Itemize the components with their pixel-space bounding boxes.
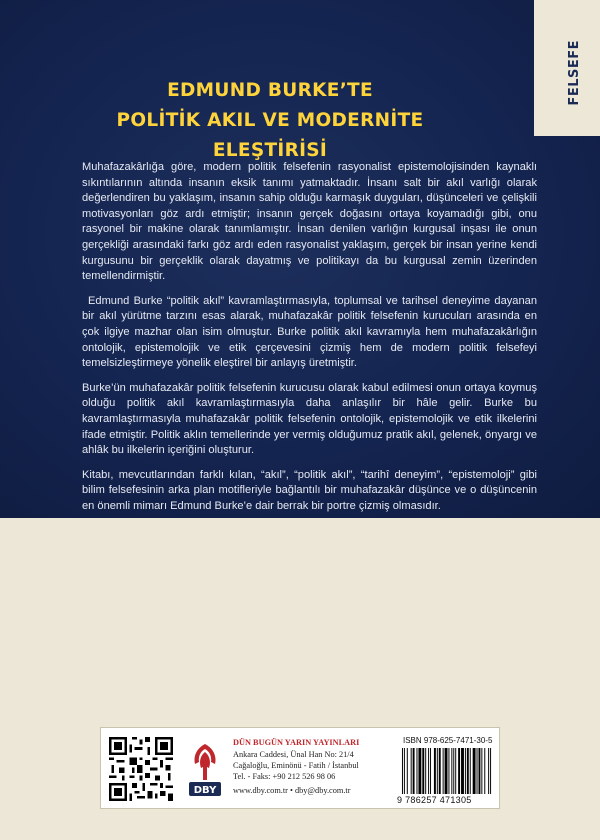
book-title	[70, 76, 470, 166]
blurb	[82, 160, 537, 523]
barcode-bar	[402, 748, 403, 794]
barcode-bar	[437, 748, 438, 794]
barcode-bar	[443, 748, 444, 794]
barcode-bar	[411, 748, 412, 794]
barcode-bar	[407, 748, 408, 794]
barcode-bar	[445, 748, 448, 794]
publisher-name: DÜN BUGÜN YARIN YAYINLARI	[233, 738, 360, 747]
barcode-bar	[425, 748, 426, 794]
barcode-bar	[473, 748, 476, 794]
title-line-2: POLİTİK AKIL VE MODERNİTE ELEŞTİRİSİ	[116, 110, 424, 161]
barcode-bar	[413, 748, 415, 794]
isbn-label: ISBN 978-625-7471-30-5	[403, 736, 493, 745]
barcode-bar	[430, 748, 431, 794]
barcode-bar	[453, 748, 454, 794]
barcode-bar	[455, 748, 456, 794]
barcode-bar	[404, 748, 405, 794]
barcode-bar	[484, 748, 485, 794]
blurb-paragraph: Burke’ün muhafazakâr politik felsefenin kurucusu olarak kabul edilmesi onun ortaya koymuş olduğu politik akıl kavramlaştırmasıyla daha anlaşılır bir hâle gelir. Burke bu kavramlaştırmasıyla muhafazakâr politik felsefenin ontolojik, epistemolojik ve etik ilkelerini ifade etmiştir. Politik aklın temellerinde yer vermiş olduğumuz pratik akıl, gelenek, önyargı ve ahlâk bu ilkelerin içeriğini oluşturur.	[82, 381, 537, 457]
barcode-bar	[416, 748, 417, 794]
barcode-bar	[488, 748, 489, 794]
barcode-bar	[428, 748, 429, 794]
barcode-bar	[439, 748, 441, 794]
publisher-address-1: Ankara Caddesi, Ünal Han No: 21/4	[233, 750, 354, 759]
category-tab	[534, 0, 600, 136]
publisher-web: www.dby.com.tr • dby@dby.com.tr	[233, 786, 351, 795]
barcode-bar	[458, 748, 460, 794]
blurb-paragraph: Muhafazakârlığa göre, modern politik felsefenin rasyonalist epistemolojisinden kaynaklı sıkıntılarının altında insanın eksik tanımı yatmaktadır. İnsanı salt bir akıl varlığı olarak değerlendiren bu yaklaşım, insanın sahip olduğu karmaşık duyguları, düşünceleri ve çelişkili motivasyonları göz ardı etmiştir; insanın gerçek doğasını ortaya koyamadığı gibi, onu rasyonel bir makine olarak tanımlamıştır. İnsan denilen varlığın kurgusal inşası ile onun gerçekliği arasındaki farkı göz ardı eden rasyonalist yaklaşım, gerçek bir insan yerine kendi kurgusunu bir gerçeklik olarak dayatmış ve politikayı da bu kurgusal zemin üzerinden temellendirmiştir.	[82, 161, 537, 283]
barcode-bar	[481, 748, 482, 794]
barcode-bar	[448, 748, 449, 794]
barcode-bar	[477, 748, 478, 794]
category-label: FELSEFE	[567, 40, 582, 106]
publisher-logo-icon	[185, 740, 225, 800]
barcode-bar	[490, 748, 491, 794]
barcode-bar	[467, 748, 469, 794]
barcode-bar	[422, 748, 424, 794]
barcode-icon	[401, 748, 493, 794]
barcode-bar	[418, 748, 421, 794]
title-line-1: EDMUND BURKE’TE	[167, 80, 373, 101]
barcode-bar	[434, 748, 436, 794]
barcode-digits: 9 786257 471305	[397, 795, 472, 805]
barcode-bar	[461, 748, 464, 794]
barcode-bar	[465, 748, 466, 794]
blurb-paragraph: Edmund Burke “politik akıl” kavramlaştırmasıyla, toplumsal ve tarihsel deneyime dayanan bir akıl yürütme tarzını esas alarak, muhafazakâr politik felsefenin kurucuları arasında en çok ilgiye mazhar olan isim olmuştur. Burke politik akıl kavramıyla hem muhafazakârlığın ontolojik, epistemolojik ve etik çerçevesini çizmiş hem de modern politik felsefeyi temelsizleştirmeye yönelik eleştirel bir anlayış üretmiştir.	[82, 294, 537, 370]
publisher-phone: Tel. - Faks: +90 212 526 98 06	[233, 772, 336, 781]
barcode-bar	[451, 748, 452, 794]
barcode-bar	[478, 748, 480, 794]
publisher-address-2: Cağaloğlu, Eminönü - Fatih / İstanbul	[233, 761, 359, 770]
blurb-paragraph: Kitabı, mevcutlarından farklı kılan, “akıl”, “politik akıl”, “tarihî deneyim”, “epistemoloji” gibi bilim felsefesinin arka plan motifleriyle bağlantılı bir muhafazakâr düşünce ve o düşüncenin en önemli mimarı Edmund Burke’e dair berrak bir portre çizmiş olmasıdır.	[82, 468, 537, 512]
publisher-box	[100, 727, 500, 809]
barcode-bar	[470, 748, 471, 794]
qr-code-icon	[109, 737, 173, 801]
logo-text: DBY	[193, 785, 217, 796]
